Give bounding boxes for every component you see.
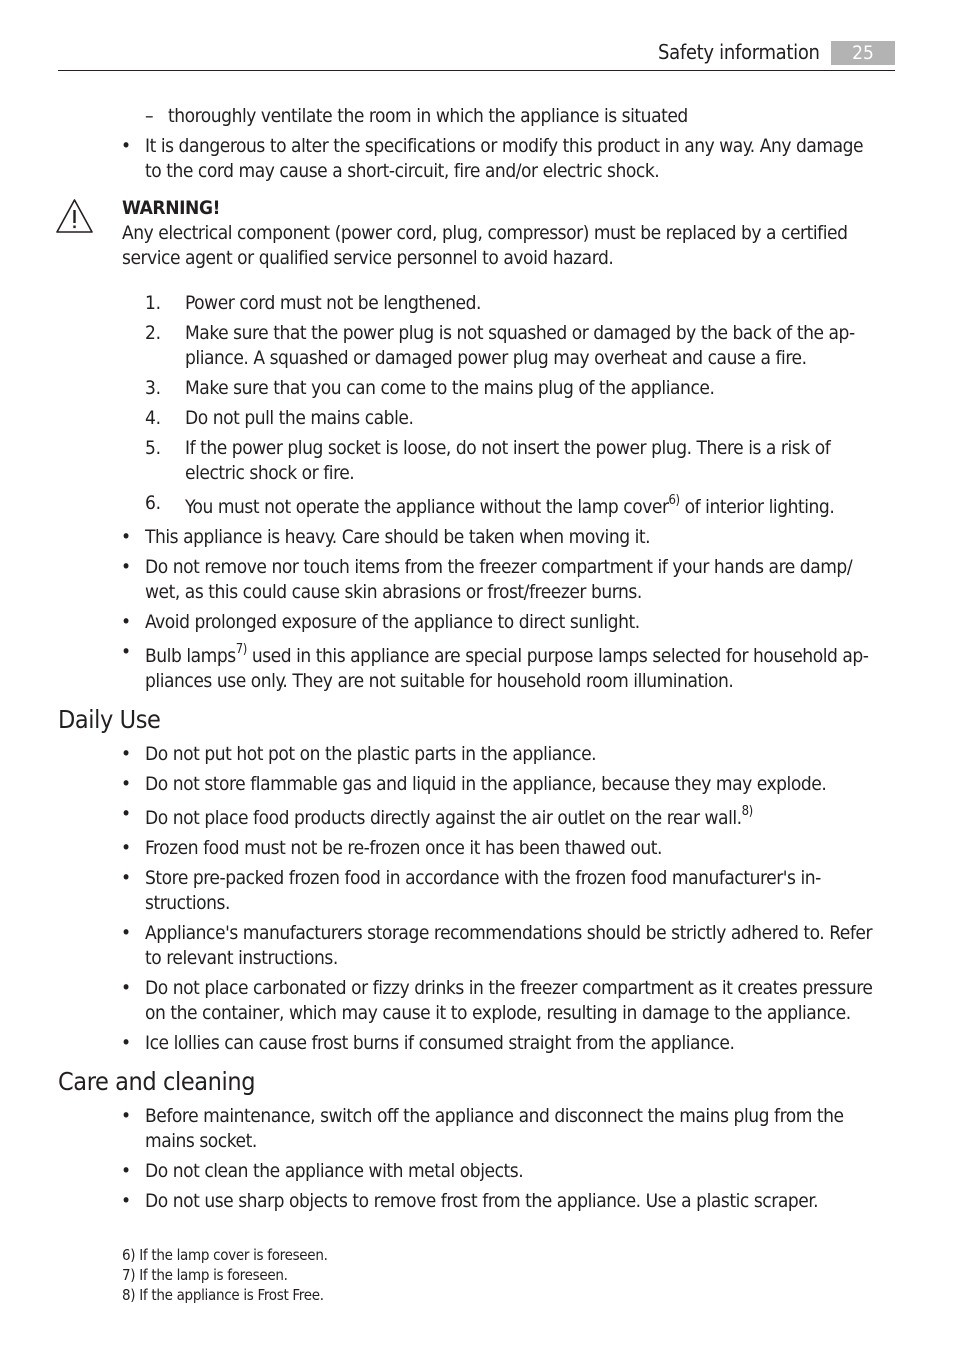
footnote: 7) If the lamp is foreseen.	[122, 1266, 288, 1284]
daily-use-heading: Daily Use	[58, 705, 161, 734]
footnote-ref: 7)	[235, 642, 247, 657]
warning-text: Any electrical component (power cord, plug, compressor) must be replaced by a certified	[122, 222, 848, 244]
section-title: Safety information	[658, 40, 820, 64]
bullet-text: Do not remove nor touch items from the freezer compartment if your hands are damp/	[145, 556, 853, 578]
list-number: 2.	[145, 322, 161, 344]
bullet-marker: •	[121, 773, 132, 795]
bullet-marker: •	[121, 837, 132, 859]
bullet-text: Store pre-packed frozen food in accordance with the frozen food manufacturer's in-	[145, 867, 821, 889]
bullet-marker: •	[121, 641, 132, 663]
bullet-text: Do not store flammable gas and liquid in the appliance, because they may explode.	[145, 773, 827, 795]
bullet-text: Avoid prolonged exposure of the appliance to direct sunlight.	[145, 611, 640, 633]
list-item-text: Power cord must not be lengthened.	[185, 292, 481, 314]
bullet-text: Do not place carbonated or fizzy drinks in the freezer compartment as it creates pressure	[145, 977, 873, 999]
bullet-text: Do not put hot pot on the plastic parts in the appliance.	[145, 743, 597, 765]
bullet-text: pliances use only. They are not suitable for household room illumination.	[145, 670, 734, 692]
footnote-ref: 6)	[668, 493, 680, 508]
bullet-marker: •	[121, 526, 132, 548]
bullet-marker: •	[121, 977, 132, 999]
list-item-text: Make sure that you can come to the mains plug of the appliance.	[185, 377, 715, 399]
header-rule	[58, 70, 895, 71]
dash-marker: –	[145, 105, 154, 127]
list-number: 5.	[145, 437, 161, 459]
bullet-text: to relevant instructions.	[145, 947, 338, 969]
bullet-text: Appliance's manufacturers storage recommendations should be strictly adhered to. Refer	[145, 922, 873, 944]
bullet-text: It is dangerous to alter the specifications or modify this product in any way. Any damage	[145, 135, 864, 157]
bullet-marker: •	[121, 556, 132, 578]
bullet-text: Bulb lamps$^{7)}$ used in this appliance are special purpose lamps selected for household ap-	[145, 642, 869, 667]
list-item-text: You must not operate the appliance without the lamp cover$^{6)}$ of interior lighting.	[185, 493, 835, 518]
dash-item-text: thoroughly ventilate the room in which the appliance is situated	[168, 105, 688, 127]
warning-text: service agent or qualified service personnel to avoid hazard.	[122, 247, 614, 269]
list-item-text: Make sure that the power plug is not squashed or damaged by the back of the ap-	[185, 322, 855, 344]
bullet-text: Before maintenance, switch off the appliance and disconnect the mains plug from the	[145, 1105, 844, 1127]
care-cleaning-heading: Care and cleaning	[58, 1067, 256, 1096]
list-item-text: If the power plug socket is loose, do not insert the power plug. There is a risk of	[185, 437, 831, 459]
bullet-text: Ice lollies can cause frost burns if consumed straight from the appliance.	[145, 1032, 735, 1054]
bullet-marker: •	[121, 135, 132, 157]
bullet-text: to the cord may cause a short-circuit, fire and/or electric shock.	[145, 160, 660, 182]
bullet-marker: •	[121, 611, 132, 633]
footnote: 8) If the appliance is Frost Free.	[122, 1286, 324, 1304]
list-item-text: electric shock or fire.	[185, 462, 355, 484]
bullet-marker: •	[121, 922, 132, 944]
list-number: 6.	[145, 492, 161, 514]
list-number: 3.	[145, 377, 161, 399]
bullet-marker: •	[121, 1160, 132, 1182]
bullet-text: This appliance is heavy. Care should be taken when moving it.	[145, 526, 651, 548]
bullet-text: wet, as this could cause skin abrasions or frost/freezer burns.	[145, 581, 642, 603]
bullet-marker: •	[121, 1032, 132, 1054]
bullet-text: Frozen food must not be re-frozen once it has been thawed out.	[145, 837, 662, 859]
list-number: 4.	[145, 407, 161, 429]
bullet-text: mains socket.	[145, 1130, 257, 1152]
list-item-text: pliance. A squashed or damaged power plug may overheat and cause a fire.	[185, 347, 807, 369]
page-number: 25	[831, 41, 895, 65]
list-number: 1.	[145, 292, 161, 314]
bullet-marker: •	[121, 867, 132, 889]
list-item-text: Do not pull the mains cable.	[185, 407, 414, 429]
bullet-marker: •	[121, 803, 132, 825]
bullet-text: on the container, which may cause it to explode, resulting in damage to the appliance.	[145, 1002, 851, 1024]
footnote-ref: 8)	[741, 804, 753, 819]
warning-title: WARNING!	[122, 197, 220, 219]
bullet-marker: •	[121, 1190, 132, 1212]
footnote: 6) If the lamp cover is foreseen.	[122, 1246, 328, 1264]
bullet-text: structions.	[145, 892, 230, 914]
warning-triangle-icon	[55, 198, 94, 234]
bullet-text: Do not use sharp objects to remove frost from the appliance. Use a plastic scraper.	[145, 1190, 819, 1212]
bullet-marker: •	[121, 1105, 132, 1127]
bullet-text: Do not clean the appliance with metal objects.	[145, 1160, 524, 1182]
bullet-text: Do not place food products directly against the air outlet on the rear wall.$^{8)}$	[145, 804, 753, 829]
bullet-marker: •	[121, 743, 132, 765]
